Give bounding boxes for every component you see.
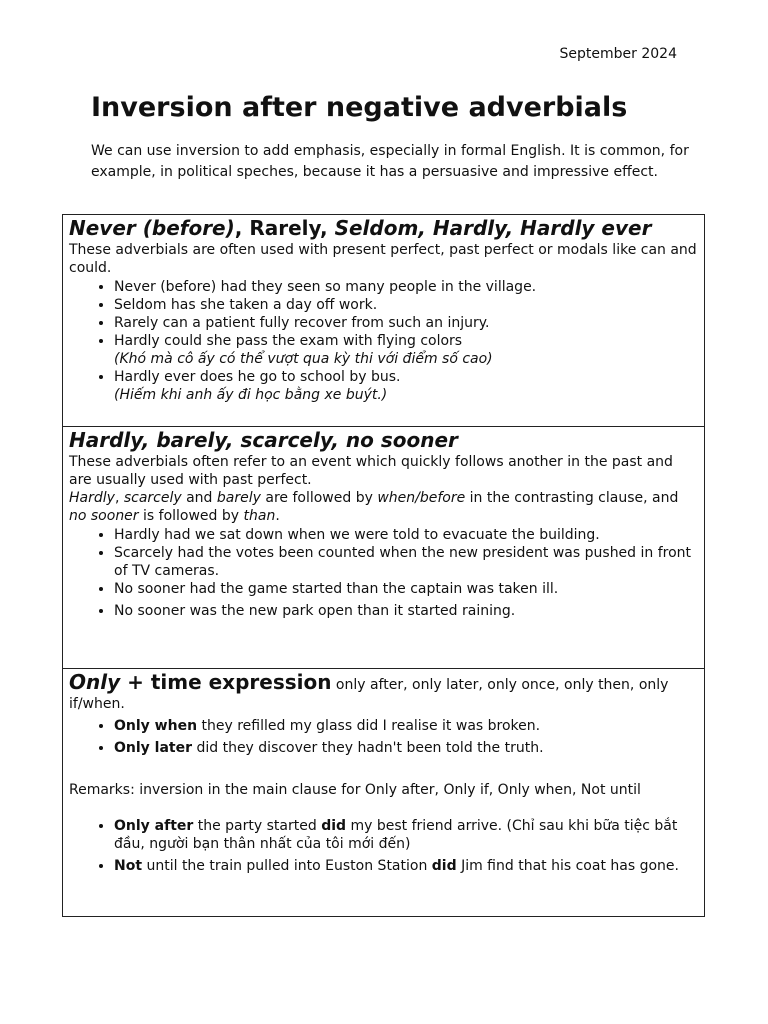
keyword: Only after [114, 818, 194, 834]
heading-part: Hardly, barely, scarcely, no sooner [69, 428, 458, 452]
section-hardly-barely [62, 426, 705, 669]
list-item [114, 368, 698, 404]
keyword: did [431, 858, 457, 874]
rule-part: , [114, 490, 124, 506]
section-description: These adverbials are often used with present perfect, past perfect or modals like can and could. [69, 242, 697, 276]
rule-part: is followed by [138, 508, 244, 524]
section-never-rarely [62, 214, 705, 427]
section-only-time [62, 668, 705, 917]
example-text: they refilled my glass did I realise it was broken. [197, 718, 541, 734]
rule-part: are followed by [260, 490, 378, 506]
example-list [69, 526, 698, 620]
list-item: • Hardly had we sat down when we were told to evacuate the building. [114, 526, 698, 544]
list-item [114, 739, 698, 757]
list-item: • No sooner was the new park open than it started raining. [114, 602, 698, 620]
heading-part: Seldom, Hardly, Hardly ever [334, 216, 652, 240]
translation-text: (Khó mà cô ấy có thể vượt qua kỳ thi với điểm số cao) [114, 351, 493, 367]
list-item: • Never (before) had they seen so many people in the village. [114, 278, 698, 296]
keyword: Not [114, 858, 143, 874]
example-list [69, 717, 698, 757]
intro-paragraph: We can use inversion to add emphasis, especially in formal English. It is common, for example, in political speches, because it has a persuasive and impressive effect. [91, 143, 689, 180]
example-text: Hardly ever does he go to school by bus. [114, 369, 401, 385]
heading-part: + time expression [120, 670, 332, 694]
date: September 2024 [559, 46, 677, 62]
rule-part: in the contrasting clause, and [465, 490, 679, 506]
section-heading [69, 216, 698, 241]
list-item [114, 332, 698, 368]
example-text: until the train pulled into Euston Station [142, 858, 432, 874]
list-item: • Rarely can a patient fully recover from such an injury. [114, 314, 698, 332]
example-text: Jim find that his coat has gone. [456, 858, 679, 874]
keyword: Hardly [69, 490, 115, 506]
remarks-text: Remarks: inversion in the main clause for Only after, Only if, Only when, Not until [69, 782, 641, 798]
keyword: Only when [114, 718, 198, 734]
page-title: Inversion after negative adverbials [91, 92, 628, 123]
list-item: • No sooner had the game started than the captain was taken ill. [114, 580, 698, 598]
example-text: my best friend arrive. (Chỉ sau khi bữa tiệc bắt đầu, người bạn thân nhất của tôi mới đến) [114, 818, 678, 852]
list-item: • Scarcely had the votes been counted when the new president was pushed in front of TV cameras. [114, 544, 698, 580]
section-heading [69, 428, 698, 453]
section-heading-line [69, 670, 698, 713]
heading-part [69, 670, 331, 694]
list-item: • Seldom has she taken a day off work. [114, 296, 698, 314]
heading-part: , Rarely, [234, 216, 335, 240]
example-text: the party started [193, 818, 322, 834]
keyword: Only later [114, 740, 193, 756]
heading-part: Only [69, 670, 121, 694]
keyword: did [321, 818, 347, 834]
keyword: scarcely [123, 490, 182, 506]
rule-part: and [181, 490, 217, 506]
rule-part: . [275, 508, 280, 524]
example-text: Hardly could she pass the exam with flying colors [114, 333, 463, 349]
keyword: when/before [377, 490, 466, 506]
list-item [114, 857, 698, 875]
list-item [114, 717, 698, 735]
example-text: did they discover they hadn't been told the truth. [192, 740, 544, 756]
keyword: barely [216, 490, 261, 506]
example-list [69, 817, 698, 875]
heading-part: Never (before) [69, 216, 235, 240]
list-item [114, 817, 698, 853]
keyword: no sooner [69, 508, 139, 524]
heading-note: only after, only later, only once, only then, only if/when. [69, 677, 669, 712]
example-list [69, 278, 698, 404]
section-description: These adverbials often refer to an event which quickly follows another in the past and are usually used with past perfect. [69, 454, 673, 488]
rule-text [69, 489, 698, 525]
keyword: than [243, 508, 276, 524]
translation-text: (Hiếm khi anh ấy đi học bằng xe buýt.) [114, 387, 388, 403]
